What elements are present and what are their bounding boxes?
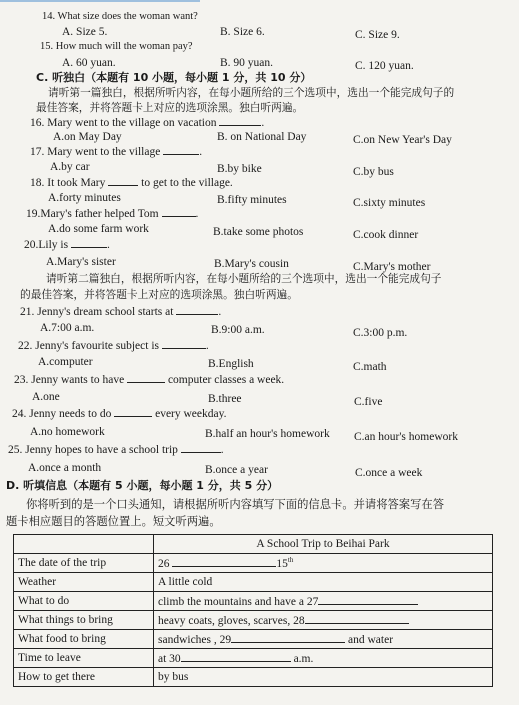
info-card-value	[154, 592, 493, 611]
info-card-row	[14, 668, 493, 687]
q21-option-a: A.7:00 a.m.	[40, 322, 95, 334]
info-card-label: What to do	[14, 592, 154, 611]
info-value-tail: 15	[276, 557, 288, 570]
part-c-intro1-line2: 最佳答案，并将答题卡上对应的选项涂黑。独白听两遍。	[36, 101, 304, 114]
part-d-heading: D. 听填信息（本题有 5 小题，每小题 1 分，共 5 分）	[6, 479, 279, 492]
info-card-row	[14, 611, 493, 630]
question-20-end: .	[106, 239, 110, 251]
question-22-stem: 22. Jenny's favourite subject is	[18, 340, 160, 352]
q18-option-b: B.fifty minutes	[217, 194, 287, 206]
info-card-value: by bus	[154, 668, 493, 687]
answer-blank	[172, 557, 276, 567]
part-c-intro1-line1: 请听第一篇独白，根据所听内容，在每小题所给的三个选项中，选出一个能完成句子的	[48, 86, 455, 99]
info-card-row	[14, 592, 493, 611]
info-card-label: Weather	[14, 573, 154, 592]
question-20	[24, 238, 110, 252]
answer-blank	[318, 595, 418, 605]
answer-blank	[162, 339, 206, 349]
question-22-end: .	[205, 340, 209, 352]
info-card-label: What things to bring	[14, 611, 154, 630]
q17-option-b: B.by bike	[217, 163, 262, 175]
q15-option-c: C. 120 yuan.	[355, 60, 414, 72]
info-card-row	[14, 649, 493, 668]
q23-option-b: B.three	[208, 393, 242, 405]
answer-blank	[71, 238, 107, 248]
q22-option-b: B.English	[208, 358, 254, 370]
question-19-stem: 19.Mary's father helped Tom	[26, 208, 159, 220]
question-22	[18, 339, 209, 353]
q22-option-a: A.computer	[38, 356, 93, 368]
info-card-corner	[14, 535, 154, 554]
question-16	[30, 116, 264, 130]
info-card-value	[154, 554, 493, 573]
info-card-label: How to get there	[14, 668, 154, 687]
answer-blank	[127, 373, 165, 383]
q25-option-c: C.once a week	[355, 467, 423, 479]
question-17-stem: 17. Mary went to the village	[30, 146, 161, 158]
info-card-value: A little cold	[154, 573, 493, 592]
q15-option-a: A. 60 yuan.	[62, 57, 116, 69]
question-16-end: .	[261, 117, 265, 129]
question-24	[12, 407, 227, 421]
question-21-end: .	[218, 306, 222, 318]
q20-option-a: A.Mary's sister	[46, 256, 116, 268]
info-value-text: heavy coats, gloves, scarves, 28	[158, 614, 305, 627]
q19-option-b: B.take some photos	[213, 226, 304, 238]
q25-option-b: B.once a year	[205, 464, 268, 476]
question-21-stem: 21. Jenny's dream school starts at	[20, 306, 174, 318]
q24-option-a: A.no homework	[30, 426, 105, 438]
answer-blank	[219, 116, 261, 126]
answer-blank	[163, 145, 199, 155]
question-15: 15. How much will the woman pay?	[40, 41, 193, 52]
answer-blank	[181, 652, 291, 662]
question-18	[30, 176, 233, 190]
answer-blank	[162, 207, 196, 217]
info-card-row	[14, 554, 493, 573]
question-18-stem: 18. It took Mary	[30, 177, 106, 189]
info-value-text: at 30	[158, 652, 181, 665]
q19-option-c: C.cook dinner	[353, 229, 419, 241]
info-card-label: The date of the trip	[14, 554, 154, 573]
question-17-end: .	[199, 146, 203, 158]
answer-blank	[305, 614, 409, 624]
question-25-end: .	[220, 444, 224, 456]
part-d-intro-line1: 你将听到的是一个口头通知，请根据所听内容填写下面的信息卡。并请将答案写在答	[26, 498, 444, 511]
q16-option-b: B. on National Day	[217, 131, 307, 143]
q24-option-b: B.half an hour's homework	[205, 428, 330, 440]
q17-option-a: A.by car	[50, 161, 90, 173]
info-card-caption-row	[14, 535, 493, 554]
info-value-tail: a.m.	[293, 652, 314, 665]
part-d-intro-line2: 题卡相应题目的答题位置上。短文听两遍。	[6, 515, 221, 528]
question-23	[14, 373, 284, 387]
part-c-heading: C. 听独白（本题有 10 小题，每小题 1 分，共 10 分）	[36, 71, 312, 84]
question-23-end: computer classes a week.	[167, 374, 285, 386]
q17-option-c: C.by bus	[353, 166, 394, 178]
q22-option-c: C.math	[353, 361, 387, 373]
q14-option-a: A. Size 5.	[62, 26, 108, 38]
ordinal-suffix: th	[287, 556, 294, 565]
info-card-row	[14, 630, 493, 649]
info-card	[13, 534, 493, 687]
info-value-tail: and water	[348, 633, 394, 646]
q21-option-c: C.3:00 p.m.	[353, 327, 408, 339]
q16-option-c: C.on New Year's Day	[353, 134, 452, 146]
info-card-label: What food to bring	[14, 630, 154, 649]
info-card-value	[154, 630, 493, 649]
info-value-text: 26	[158, 557, 170, 570]
part-c-intro2-line2: 的最佳答案，并将答题卡上对应的选项涂黑。独白听两遍。	[20, 288, 298, 301]
question-21	[20, 305, 221, 319]
answer-blank	[231, 633, 345, 643]
info-card-row	[14, 573, 493, 592]
q14-option-b: B. Size 6.	[220, 26, 265, 38]
info-card-value	[154, 649, 493, 668]
answer-blank	[181, 443, 221, 453]
question-16-stem: 16. Mary went to the village on vacation	[30, 117, 217, 129]
question-19-end: .	[195, 208, 199, 220]
q24-option-c: C.an hour's homework	[354, 431, 458, 443]
answer-blank	[176, 305, 218, 315]
q23-option-c: C.five	[354, 396, 383, 408]
q18-option-c: C.sixty minutes	[353, 197, 426, 209]
q16-option-a: A.on May Day	[53, 131, 122, 143]
answer-blank	[108, 176, 138, 186]
question-25	[8, 443, 224, 457]
question-24-end: every weekday.	[155, 408, 227, 420]
answer-blank	[114, 407, 152, 417]
question-14: 14. What size does the woman want?	[42, 11, 198, 22]
question-17	[30, 145, 202, 159]
q14-option-c: C. Size 9.	[355, 29, 400, 41]
q18-option-a: A.forty minutes	[48, 192, 121, 204]
part-c-intro2-line1: 请听第二篇独白，根据所听内容，在每小题所给的三个选项中，选出一个能完成句子	[46, 272, 442, 285]
question-20-stem: 20.Lily is	[24, 239, 69, 251]
question-23-stem: 23. Jenny wants to have	[14, 374, 125, 386]
q23-option-a: A.one	[32, 391, 60, 403]
q20-option-c: C.Mary's mother	[353, 261, 431, 273]
info-card-label: Time to leave	[14, 649, 154, 668]
question-18-end: to get to the village.	[141, 177, 233, 189]
q19-option-a: A.do some farm work	[48, 223, 149, 235]
info-card-caption: A School Trip to Beihai Park	[154, 535, 493, 554]
info-card-value	[154, 611, 493, 630]
info-value-text: climb the mountains and have a 27	[158, 595, 319, 608]
q15-option-b: B. 90 yuan.	[220, 57, 274, 69]
top-border-line	[0, 0, 200, 2]
q20-option-b: B.Mary's cousin	[214, 258, 289, 270]
question-24-stem: 24. Jenny needs to do	[12, 408, 112, 420]
info-value-text: sandwiches , 29	[158, 633, 232, 646]
q25-option-a: A.once a month	[28, 462, 102, 474]
question-19	[26, 207, 198, 221]
q21-option-b: B.9:00 a.m.	[211, 324, 265, 336]
question-25-stem: 25. Jenny hopes to have a school trip	[8, 444, 178, 456]
